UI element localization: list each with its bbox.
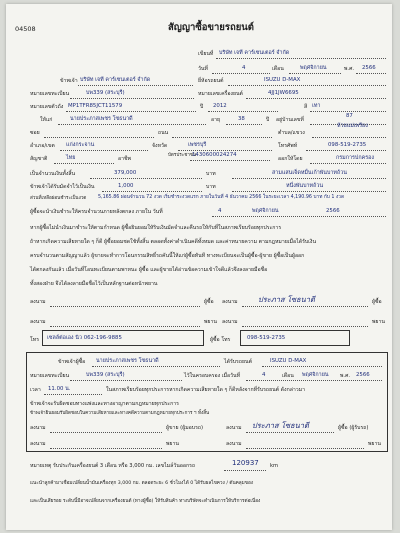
car-brand: ISUZU D-MAX: [264, 77, 301, 83]
car-brand-label: ยี่ห้อรถยนต์: [198, 78, 224, 84]
occupation-label: อาชีพ: [118, 156, 131, 162]
receipt-date-label: ไว้ในครอบครอง เมื่อวันที่: [184, 373, 241, 379]
deposit-words-line: [232, 191, 386, 192]
reg-year: 2012: [213, 103, 227, 109]
house-no: 87: [346, 113, 353, 119]
receipt-line3: ในสภาพเรียบร้อยทุกประการหากเกิดความเสียหายใด ๆ ก็ดีหลังจากที่รับรถยนต์ ดังกล่าวมา: [106, 387, 306, 393]
receipt-time-label: เวลา: [30, 387, 41, 393]
plate-line: [70, 98, 194, 99]
nationality-label: สัญชาติ: [30, 156, 48, 162]
road-label: ถนน: [158, 130, 169, 136]
color-line: [310, 111, 386, 112]
receipt-buyer-label: ข้าพเจ้าผู้ซื้อ: [58, 359, 86, 365]
sign-label-4: ลงนาม: [222, 319, 238, 325]
receipt-plate-line: [70, 380, 182, 381]
receipt-sign-label-2: ลงนาม: [226, 425, 242, 431]
car-brand-line: [228, 85, 386, 86]
sign-line-4: [242, 326, 368, 327]
receipt-sign-line-2: [246, 432, 334, 433]
written-at-label: เขียนที่: [198, 51, 214, 57]
clause-1-month: พฤศจิกายน: [252, 208, 279, 214]
date-year-line: [356, 73, 386, 74]
deposit-words: หนึ่งพันบาทถ้วน: [286, 183, 324, 189]
seller-line: [78, 85, 193, 86]
buyer-tel-label: ผู้ซื้อ โทร: [210, 337, 231, 343]
receipt-car-line: [262, 366, 382, 367]
receipt-plate-label: หมายเลขทะเบียน: [30, 373, 70, 379]
province-line: [178, 150, 272, 151]
receipt-car: ISUZU D-MAX: [270, 358, 307, 364]
receipt-buyer-line: [92, 366, 220, 367]
written-at-line: [216, 58, 386, 59]
receipt-year: 2566: [356, 372, 370, 378]
receipt-time: 11.00 น.: [48, 386, 71, 392]
engine-no: 4JJ1JW6695: [268, 90, 299, 96]
clause-1-day: 4: [218, 208, 222, 214]
age-label: อายุ: [211, 117, 221, 123]
clause-2: หากผู้ซื้อไม่นำเงินมาชำระให้ตามกำหนด ผู้ซื้อยินยอมให้ริบเงินมัดจำและคืนรถให้กับที่ในสภาพเรียบร้อยทุกประการ: [30, 225, 282, 231]
footer-km: km: [270, 463, 279, 469]
date-label: วันที่: [198, 66, 208, 72]
deposit-value: 1,000: [118, 183, 134, 189]
deposit-label: ข้าพเจ้าได้รับมัดจำไว้เป็นเงิน: [30, 184, 95, 190]
buyer-role-2: ผู้ซื้อ: [372, 299, 382, 305]
engine-line: [246, 98, 386, 99]
receipt-sign-line-1: [50, 432, 162, 433]
reg-year-label: ปี: [200, 104, 204, 110]
witness-role-2: พยาน: [372, 319, 385, 325]
doc-number: 04508: [15, 25, 36, 33]
plate-value: บพ339 (สระบุรี): [86, 90, 125, 96]
price-value: 379,000: [114, 170, 137, 176]
chassis-label: หมายเลขตัวถัง: [30, 104, 64, 110]
contract-paper: [6, 4, 392, 530]
price-baht: บาท: [206, 171, 216, 177]
province-value: เพชรบุรี: [188, 142, 207, 148]
id-label: บัตรประชาชน: [168, 153, 197, 158]
footer-line-2: แนะนำลูกค้ามาเชื่อมเปลี่ยนน้ำมันเครื่องทุก 3,000 กม. ตลอดระยะ 6 ชั่วโมงได้ 0 ได้รับผลไขควง / ตันคลุมของ: [30, 481, 254, 486]
price-words-line: [232, 178, 386, 179]
footer-line-3: และเป็นเสียรอย ระดับนี้มีอาจเปลี่ยนจากเครื่องยนต์ (ทางผู้ซื้อ) ให้รับสินค้า ทางบริษัทจะดำเนินการให้บริการต่อเนื่อง: [30, 499, 261, 504]
sign-line-1: [50, 306, 200, 307]
buyer-tel: 098-519-2735: [247, 335, 286, 341]
clause-1-year: 2566: [326, 208, 340, 214]
price-words: สามแสนเจ็ดหมื่นเก้าพันบาทถ้วน: [272, 170, 347, 176]
written-at-value: บริษัท เจที คาร์เซนเตอร์ จำกัด: [219, 50, 290, 56]
receipt-buyer-name: นายประภาสเพชร โซธนาดี: [96, 358, 159, 364]
seller-name: บริษัท เจที คาร์เซนเตอร์ จำกัด: [80, 77, 151, 83]
age-value: 38: [238, 116, 245, 122]
chassis-no: MP1TFR85JCT11579: [68, 103, 123, 109]
sign-line-2: [242, 306, 368, 307]
amphoe-label: อำเภอ/เขต: [30, 143, 55, 149]
seller-tel-box: [42, 330, 204, 346]
reg-year-line: [208, 111, 278, 112]
receipt-sign-label-4: ลงนาม: [226, 441, 242, 447]
color-label: สี: [304, 104, 308, 110]
id-line: [190, 160, 270, 161]
receipt-day: 4: [262, 372, 266, 378]
receipt-month-label: เดือน: [282, 373, 294, 379]
nationality-line: [54, 163, 114, 164]
soi-line: [44, 137, 154, 138]
buyer-tel-box: [240, 330, 350, 346]
plate-label: หมายเลขทะเบียน: [30, 91, 70, 97]
receipt-year-label: พ.ศ.: [340, 373, 351, 379]
color-value: เทา: [312, 103, 321, 109]
issued-line: [310, 163, 386, 164]
buyer-name: นายประภาสเพชร โซธนาดี: [70, 116, 133, 122]
receipt-witness-1: พยาน: [166, 441, 179, 447]
receipt-sign-line-3: [50, 448, 162, 449]
price-label: เป็นจำนวนเงินทั้งสิ้น: [30, 171, 76, 177]
deposit-baht: บาท: [206, 184, 216, 190]
date-year: 2566: [362, 65, 376, 71]
date-day-line: [212, 73, 270, 74]
sign-label-2: ลงนาม: [222, 299, 238, 305]
receipt-line5: ข้าพเจ้ายินยอมรับผิดชอบในความเสียหายและทางคดีความตามกฎหมายทุกประการ ฯ ทั้งสิ้น: [30, 411, 210, 416]
clause-5: ได้ตกลงกันแล้ว เมื่อวันที่โอนทะเบียนตามพาหนะ ผู้ซื้อ และผู้ขายได้อ่านข้อความเข้าใจดีแล้วจึงลงลายมือชื่อ: [30, 267, 268, 273]
road-line: [172, 137, 272, 138]
issued-value: กรมการปกครอง: [336, 155, 374, 161]
date-day: 4: [242, 65, 246, 71]
remaining-label: ส่วนที่เหลือผ่อนชำระเป็นงวด: [30, 196, 87, 201]
footer-mileage: 120937: [232, 459, 259, 467]
sign-label-buyer: ลงนาม: [30, 299, 46, 305]
witness-role-1: พยาน: [204, 319, 217, 325]
receipt-seller-role: ผู้ขาย (ผู้มอบรถ): [166, 425, 204, 431]
receipt-sign-line-4: [246, 448, 364, 449]
year-label: พ.ศ.: [344, 66, 355, 72]
contract-title: สัญญาซื้อขายรถยนต์: [168, 22, 254, 33]
clause-3: ถ้าหากเกิดความเสียหายใด ๆ ก็ดี ผู้ซื้อยอมชดใช้ทั้งสิ้น ตลอดทั้งค่าดำเนินคดีทั้งหมด และค่าทนายความ ตามกฎหมายเมื่อได้รับเงิน: [30, 239, 316, 245]
buyer-label: ให้แก่: [40, 117, 53, 123]
date-month: พฤศจิกายน: [300, 65, 327, 71]
amphoe-value: แก่งกระจาน: [66, 142, 95, 148]
sign-line-3: [50, 326, 200, 327]
receipt-buyer-role: ผู้ซื้อ (ผู้รับรถ): [338, 425, 369, 431]
receipt-line4: ข้าพเจ้าจะรับผิดชอบทางแพ่งและทางอาญาตามกฎหมายทุกประการ: [30, 401, 179, 407]
buyer-signature: ประภาส โซธนาดี: [258, 295, 315, 304]
phone-line: [306, 150, 386, 151]
month-label: เดือน: [272, 66, 284, 72]
deposit-line: [102, 191, 202, 192]
tambon-label: ตำบล/แขวง: [278, 130, 305, 136]
clause-4: ครบจำนวนตามสัญญาแล้ว ผู้ขายจะทำการโอนกรรมสิทธิ์รถคันนี้ให้แก่ผู้ซื้อทันที ทางทะเบียนจะเป็นผู้ซื้อ-ผู้ขาย ผู้ซื้อเป็นผู้ออก: [30, 253, 305, 259]
price-line: [90, 178, 202, 179]
clause-1-line: [212, 216, 386, 217]
clause-1: ผู้ซื้อจะนำเงินชำระให้ครบจำนวนภายหลังตกลง ภายใน วันที่: [30, 209, 163, 215]
clause-6: ทั้งสองฝ่าย จึงได้ลงลายมือชื่อไว้เป็นหลักฐานต่อหน้าพยาน: [30, 281, 158, 287]
house-label: อยู่บ้านเลขที่: [276, 117, 304, 123]
sign-label-3: ลงนาม: [30, 319, 46, 325]
id-number: 1430600024274: [192, 152, 237, 158]
soi-label: ซอย: [30, 130, 40, 136]
phone-label: โทรศัพท์: [278, 143, 298, 149]
receipt-month: พฤศจิกายน: [302, 372, 329, 378]
nationality-value: ไทย: [66, 155, 76, 161]
footer-mileage-line: [224, 470, 266, 471]
receipt-buyer-signature: ประภาส โซธนาดี: [252, 421, 309, 430]
issued-label: ออกให้โดย: [278, 156, 303, 162]
remaining-text: 5,165.86 ผ่อนจำนวน 72 งวด เริ่มชำระงวดแรก ภายในวันที่ 4 ธันวาคม 2566 ในระยะเวลา 4,190.96 บาท กับ 1 งวด: [98, 195, 345, 200]
age-line: [226, 124, 262, 125]
receipt-car-label: ได้รับรถยนต์: [224, 359, 252, 365]
phone-value: 098-519-2735: [328, 142, 367, 148]
tel-label: โทร: [30, 337, 39, 343]
engine-label: หมายเลขเครื่องยนต์: [198, 91, 243, 97]
amphoe-line: [60, 150, 148, 151]
date-month-line: [289, 73, 341, 74]
seller-tel: เซลล์ต่อเอง นิว 062-196-9885: [47, 335, 122, 341]
tambon-line: [312, 137, 386, 138]
receipt-plate: บพ339 (สระบุรี): [86, 372, 125, 378]
receipt-sign-label-3: ลงนาม: [30, 441, 46, 447]
seller-label: ข้าพเจ้า: [60, 78, 78, 84]
footer-line-1: หมายเหตุ รับประกันเครื่องยนต์ 3 เดือน หรือ 3,000 กม. เลขไมล์วันออกรถ: [30, 463, 196, 469]
buyer-line: [58, 124, 206, 125]
chassis-line: [66, 111, 196, 112]
receipt-date-line: [246, 380, 382, 381]
province-label: จังหวัด: [152, 143, 168, 149]
receipt-witness-2: พยาน: [368, 441, 381, 447]
buyer-role-1: ผู้ซื้อ: [204, 299, 214, 305]
age-unit: ปี: [266, 117, 270, 123]
receipt-sign-label-1: ลงนาม: [30, 425, 46, 431]
receipt-time-line: [44, 394, 102, 395]
tambon-value: ห้วยแม่เพรียง: [337, 123, 368, 129]
